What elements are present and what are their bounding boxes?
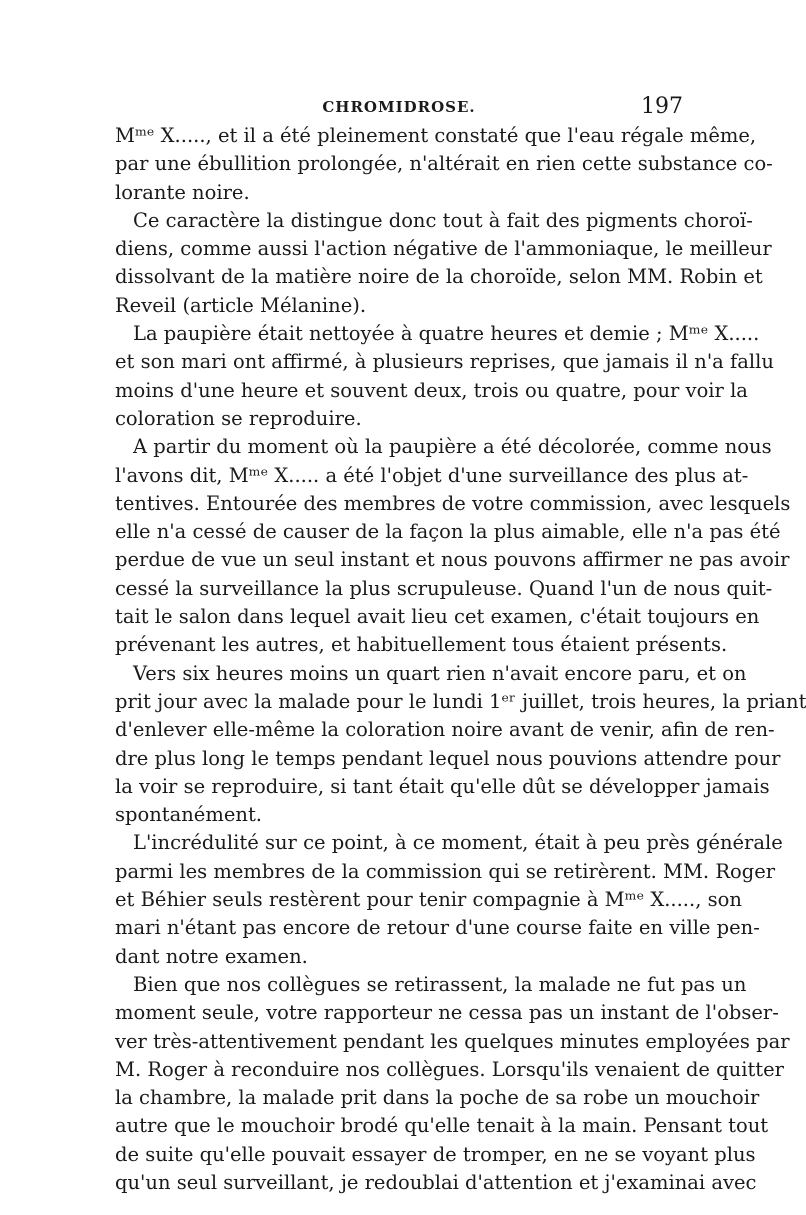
paragraph <box>115 829 783 970</box>
text-line: la chambre, la malade prit dans la poche de sa robe un mouchoir <box>115 1086 760 1110</box>
page-number: 197 <box>641 94 683 119</box>
text-line: perdue de vue un seul instant et nous pouvons affirmer ne pas avoir <box>115 548 790 572</box>
text-line: par une ébullition prolongée, n'altérait en rien cette substance co- <box>115 152 773 176</box>
text-line: prévenant les autres, et habituellement tous étaient présents. <box>115 633 728 657</box>
text-line: coloration se reproduire. <box>115 406 362 430</box>
text-line: dant notre examen. <box>115 944 308 968</box>
paragraph <box>115 433 791 659</box>
text-line: la voir se reproduire, si tant était qu'elle dût se développer jamais <box>115 774 770 798</box>
text-line: tait le salon dans lequel avait lieu cet examen, c'était toujours en <box>115 605 760 629</box>
text-line: de suite qu'elle pouvait essayer de tromper, en ne se voyant plus <box>115 1142 756 1166</box>
text-line: tentives. Entourée des membres de votre commission, avec lesquels <box>115 491 791 515</box>
text-line: M. Roger à reconduire nos collègues. Lorsqu'ils venaient de quitter <box>115 1057 784 1081</box>
paragraph <box>115 122 773 207</box>
text-line: mari n'étant pas encore de retour d'une course faite en ville pen- <box>115 916 760 940</box>
text-line: diens, comme aussi l'action négative de l'ammoniaque, le meilleur <box>115 237 772 261</box>
text-line: spontanément. <box>115 803 262 827</box>
text-line: A partir du moment où la paupière a été décolorée, comme nous <box>133 435 772 459</box>
text-line: Bien que nos collègues se retirassent, la malade ne fut pas un <box>133 972 747 996</box>
text-line: Ce caractère la distingue donc tout à fait des pigments choroï- <box>133 208 753 232</box>
text-line: parmi les membres de la commission qui se retirèrent. MM. Roger <box>115 859 776 883</box>
paragraph <box>115 320 774 433</box>
text-line: dre plus long le temps pendant lequel nous pouvions attendre pour <box>115 746 781 770</box>
text-line: Vers six heures moins un quart rien n'avait encore paru, et on <box>133 661 747 685</box>
paragraph <box>115 971 790 1197</box>
text-line: Reveil (article Mélanine). <box>115 293 367 317</box>
text-line: moment seule, votre rapporteur ne cessa pas un instant de l'obser- <box>115 1001 779 1025</box>
text-line: La paupière était nettoyée à quatre heures et demie ; Mᵐᵉ X..... <box>133 322 760 346</box>
text-line: cessé la surveillance la plus scrupuleuse. Quand l'un de nous quit- <box>115 576 773 600</box>
text-line: ver très-attentivement pendant les quelques minutes employées par <box>115 1029 790 1053</box>
text-line: moins d'une heure et souvent deux, trois ou quatre, pour voir la <box>115 378 748 402</box>
body-text <box>115 122 806 1197</box>
text-line: autre que le mouchoir brodé qu'elle tenait à la main. Pensant tout <box>115 1114 769 1138</box>
text-line: lorante noire. <box>115 180 250 204</box>
text-line: l'avons dit, Mᵐᵉ X..... a été l'objet d'une surveillance des plus at- <box>115 463 749 487</box>
text-line: Mᵐᵉ X....., et il a été pleinement constaté que l'eau régale même, <box>115 124 757 147</box>
text-line: dissolvant de la matière noire de la choroïde, selon MM. Robin et <box>115 265 763 289</box>
text-line: et son mari ont affirmé, à plusieurs reprises, que jamais il n'a fallu <box>115 350 774 374</box>
running-head <box>115 96 683 120</box>
paragraph <box>115 207 772 320</box>
text-line: elle n'a cessé de causer de la façon la plus aimable, elle n'a pas été <box>115 520 781 544</box>
text-line: qu'un seul surveillant, je redoublai d'attention et j'examinai avec <box>115 1170 757 1194</box>
paragraph <box>115 660 806 830</box>
text-line: et Béhier seuls restèrent pour tenir compagnie à Mᵐᵉ X....., son <box>115 888 742 912</box>
running-title: CHROMIDROSE. <box>322 98 476 116</box>
text-line: L'incrédulité sur ce point, à ce moment, était à peu près générale <box>133 831 783 855</box>
text-line: prit jour avec la malade pour le lundi 1ᵉʳ juillet, trois heures, la priant <box>115 689 806 713</box>
text-line: d'enlever elle-même la coloration noire avant de venir, afin de ren- <box>115 718 775 742</box>
